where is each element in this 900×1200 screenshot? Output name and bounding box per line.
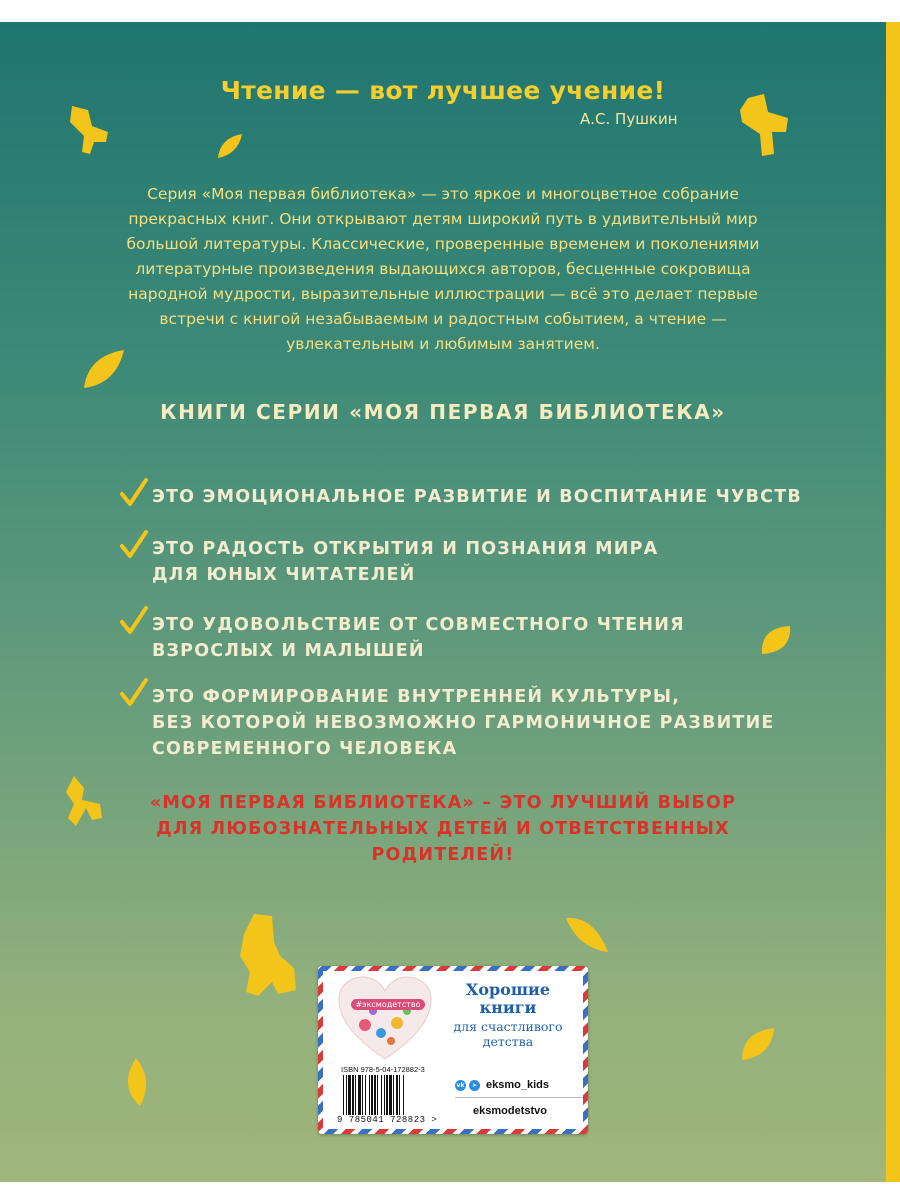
barcode-bar <box>381 1075 382 1115</box>
benefit-item <box>118 612 685 664</box>
isbn-number: ISBN 978-5-04-172882-3 <box>341 1065 425 1074</box>
barcode-bar <box>386 1075 388 1115</box>
leaf-icon <box>738 1024 778 1064</box>
leaf-icon <box>118 1056 154 1108</box>
epigraph-author: А.С. Пушкин <box>580 110 678 128</box>
barcode <box>341 1075 445 1117</box>
benefit-text: ЭТО РАДОСТЬ ОТКРЫТИЯ И ПОЗНАНИЯ МИРА ДЛЯ ЮНЫХ ЧИТАТЕЛЕЙ <box>152 539 659 585</box>
barcode-bar <box>348 1075 351 1115</box>
boot-icon <box>62 102 114 162</box>
benefit-item <box>118 536 658 588</box>
vk-icon[interactable]: vk <box>456 1081 465 1089</box>
spine-strip <box>886 22 900 1182</box>
barcode-bar <box>389 1075 392 1115</box>
back-cover <box>0 22 886 1182</box>
social-handle[interactable]: eksmo_kids <box>486 1079 549 1091</box>
telegram-icon[interactable]: ➤ <box>469 1080 480 1091</box>
barcode-bar <box>343 1075 344 1115</box>
barcode-bar <box>403 1075 404 1115</box>
barcode-bar <box>346 1075 347 1115</box>
barcode-digits: 9 785041 728823 > <box>337 1115 438 1125</box>
boot-icon <box>232 912 304 1006</box>
website-link[interactable]: eksmodetstvo <box>473 1105 547 1117</box>
leaf-icon <box>216 132 244 160</box>
barcode-bar <box>369 1075 370 1115</box>
card-title: Хорошие книги <box>465 980 551 1017</box>
divider <box>455 1097 583 1098</box>
barcode-bar <box>374 1075 376 1115</box>
barcode-bar <box>352 1075 354 1115</box>
publisher-card <box>318 966 588 1134</box>
benefit-text: ЭТО УДОВОЛЬСТВИЕ ОТ СОВМЕСТНОГО ЧТЕНИЯ ВЗРОСЛЫХ И МАЛЫШЕЙ <box>152 615 685 661</box>
leaf-icon <box>564 914 612 958</box>
check-icon <box>118 606 150 638</box>
heart-icon <box>337 975 433 1061</box>
benefit-text: ЭТО ЭМОЦИОНАЛЬНОЕ РАЗВИТИЕ И ВОСПИТАНИЕ ЧУВСТВ <box>152 487 802 507</box>
barcode-bar <box>355 1075 356 1115</box>
closing-slogan: «МОЯ ПЕРВАЯ БИБЛИОТЕКА» – ЭТО ЛУЧШИЙ ВЫБОР ДЛЯ ЛЮБОЗНАТЕЛЬНЫХ ДЕТЕЙ И ОТВЕТСТВЕННЫХ РОДИТЕЛЕЙ! <box>149 793 737 865</box>
barcode-bar <box>365 1075 366 1115</box>
series-heading: КНИГИ СЕРИИ «МОЯ ПЕРВАЯ БИБЛИОТЕКА» <box>160 400 726 424</box>
barcode-bar <box>396 1075 398 1115</box>
hashtag-label: #эксмодетство <box>351 999 425 1010</box>
benefit-item <box>118 684 775 762</box>
card-subtitle: для счастливого детства <box>453 1019 563 1049</box>
barcode-bar <box>371 1075 373 1115</box>
barcode-bar <box>362 1075 363 1115</box>
barcode-bar <box>384 1075 385 1115</box>
series-description: Серия «Моя первая библиотека» — это яркое и многоцветное собрание прекрасных книг. Они открывают детям широкий путь в удивительный мир большой литературы. Классические, проверенные временем и поколениями литературные произведения выдающихся авторов, бесценные сокровища народной мудрости, выразительные иллюстрации — всё это делает первые встречи с книгой незабываемым и радостным событием, а чтение — увлекательным и любимым занятием. <box>126 185 760 353</box>
barcode-bar <box>393 1075 394 1115</box>
epigraph-quote: Чтение — вот лучшее учение! <box>220 76 666 105</box>
leaf-icon <box>758 622 794 658</box>
card-body <box>323 971 583 1129</box>
check-icon <box>118 530 150 562</box>
benefit-text: ЭТО ФОРМИРОВАНИЕ ВНУТРЕННЕЙ КУЛЬТУРЫ, БЕЗ КОТОРОЙ НЕВОЗМОЖНО ГАРМОНИЧНОЕ РАЗВИТИЕ СОВРЕМЕННОГО ЧЕЛОВЕКА <box>152 687 775 759</box>
barcode-bar <box>377 1075 378 1115</box>
benefit-item <box>118 484 802 510</box>
barcode-bar <box>399 1075 400 1115</box>
bottom-margin <box>0 1182 900 1200</box>
check-icon <box>118 678 150 710</box>
social-links <box>455 1079 549 1091</box>
check-icon <box>118 478 150 510</box>
barcode-bar <box>358 1075 361 1115</box>
